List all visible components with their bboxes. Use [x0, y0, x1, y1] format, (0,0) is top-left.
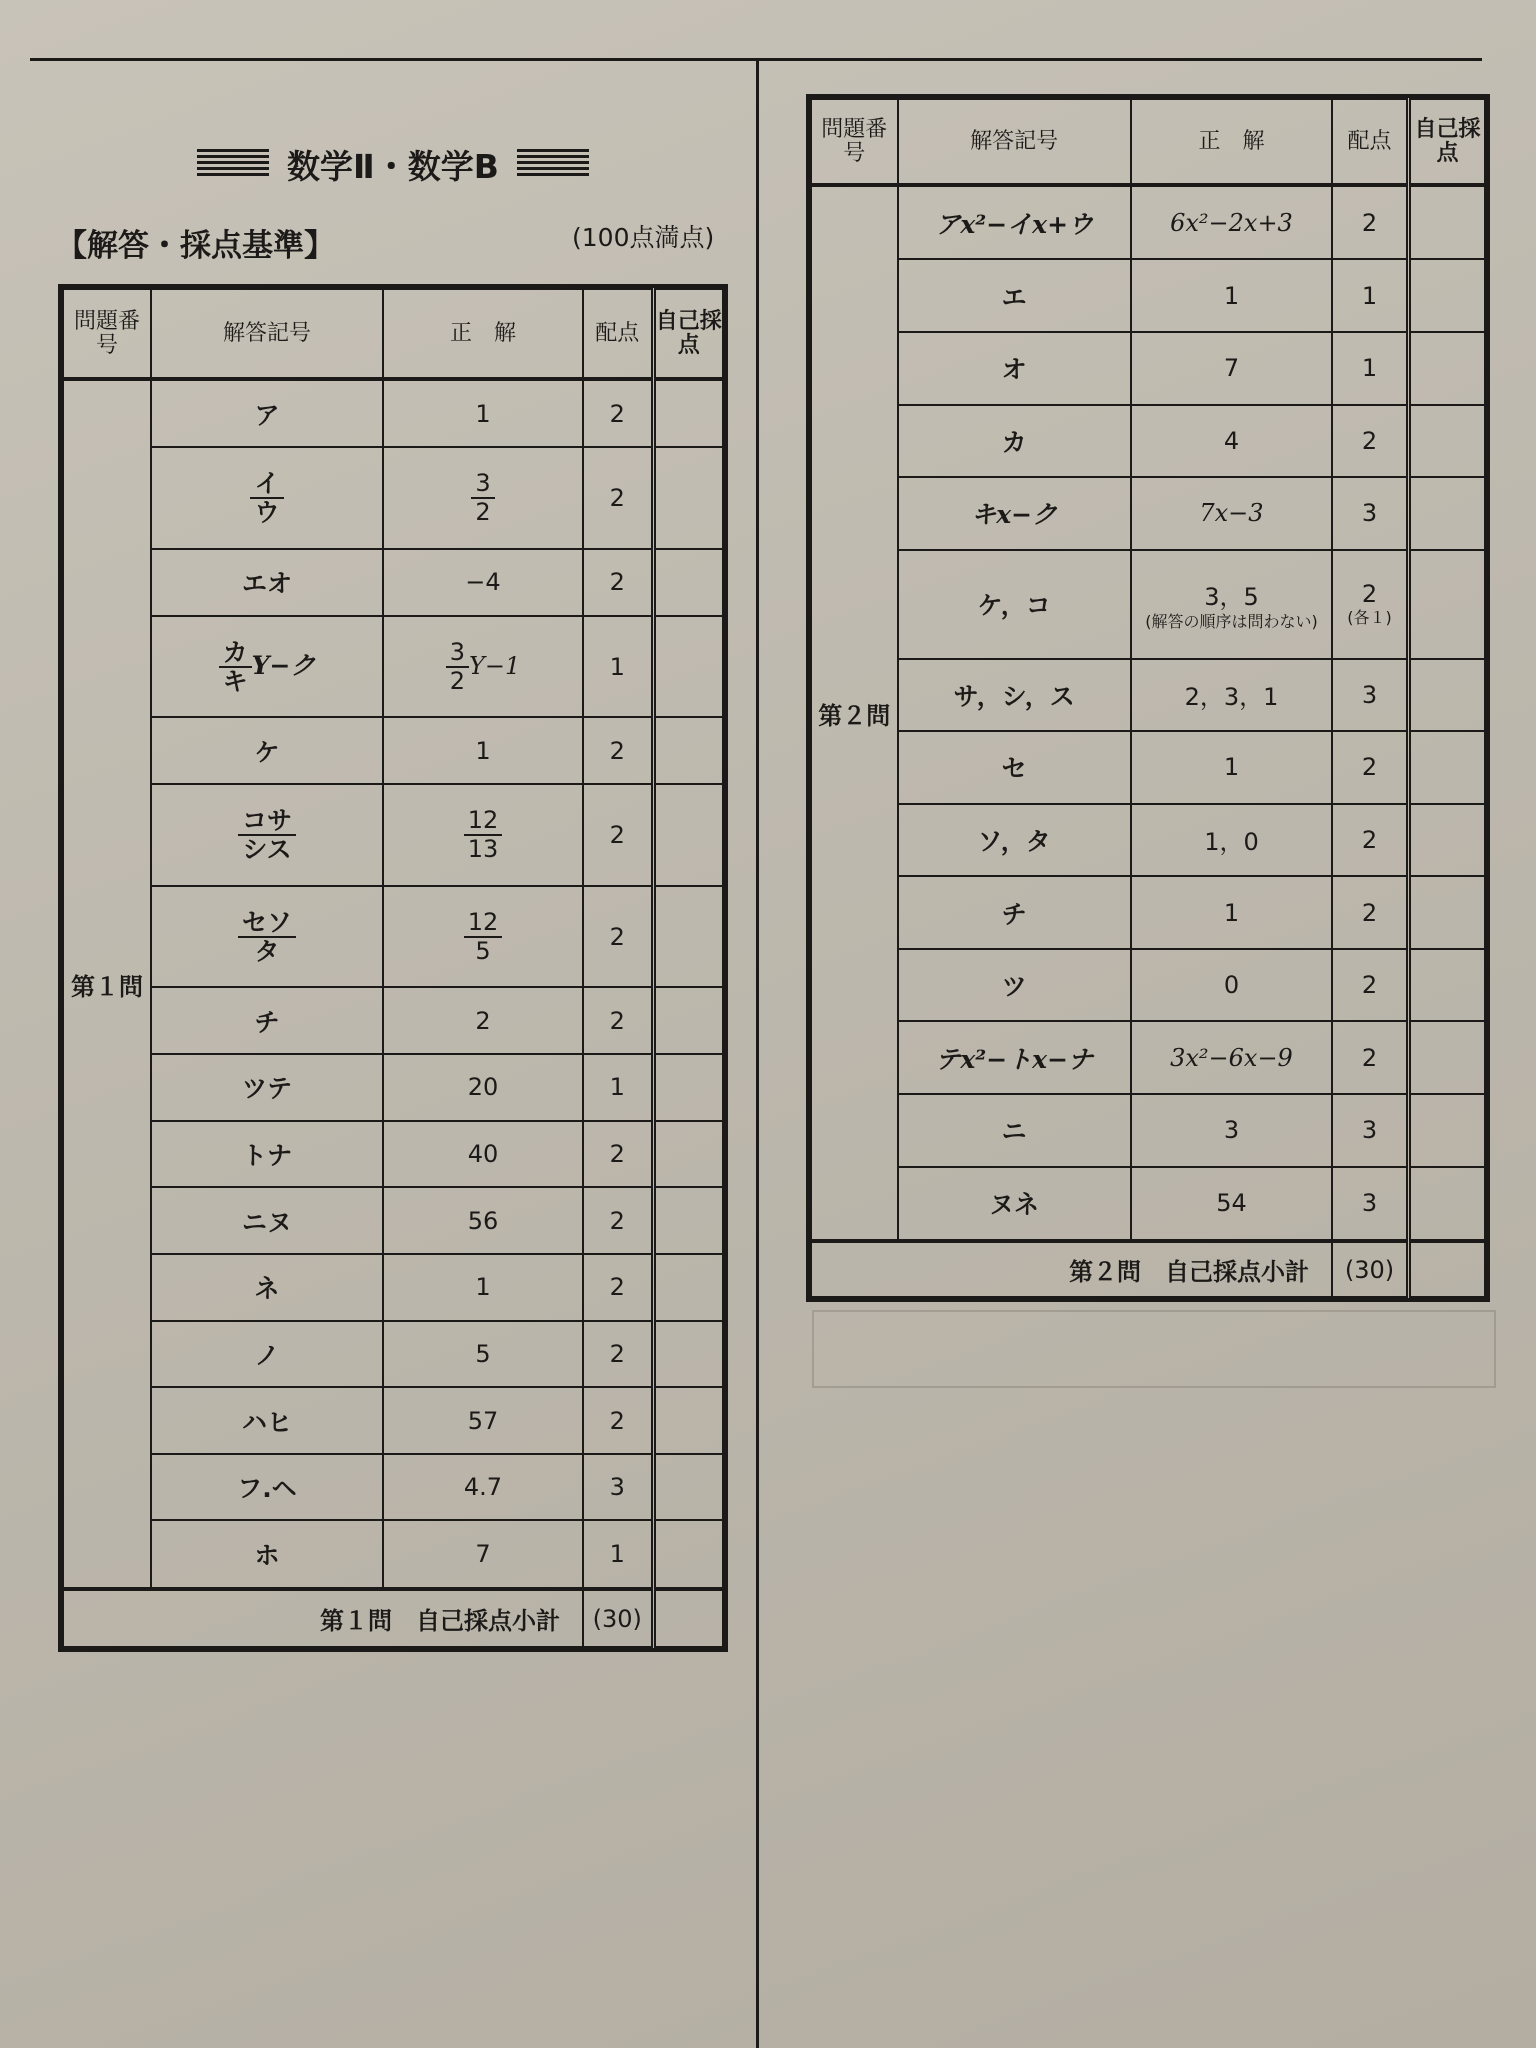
correct-answer: 7x−3	[1131, 477, 1332, 550]
correct-answer: 20	[383, 1054, 583, 1121]
table-row	[811, 1167, 1485, 1242]
points: 3	[1332, 659, 1408, 732]
self-score-cell[interactable]	[653, 1454, 723, 1521]
table-row	[811, 659, 1485, 732]
correct-answer: 1	[383, 717, 583, 784]
correct-answer: 1	[383, 379, 583, 447]
self-score-cell[interactable]	[1409, 477, 1485, 550]
q1-table	[62, 288, 724, 1648]
points: 3	[1332, 1094, 1408, 1167]
table-row	[63, 987, 723, 1054]
self-score-cell[interactable]	[653, 1321, 723, 1388]
correct-answer: 1	[1131, 731, 1332, 804]
q1-subtotal-label: 第１問 自己採点小計	[63, 1589, 583, 1647]
answer-code: キx−ク	[898, 477, 1131, 550]
points: 2	[583, 447, 653, 549]
answer-code: ケ，コ	[898, 550, 1131, 659]
answer-code: ハヒ	[151, 1387, 383, 1454]
answer-code: ツ	[898, 949, 1131, 1022]
q1-label: 第１問	[63, 379, 151, 1589]
table-row	[63, 379, 723, 447]
answer-note: (解答の順序は問わない)	[1145, 611, 1318, 631]
table-row	[63, 447, 723, 549]
answer-code: ネ	[151, 1254, 383, 1321]
correct-answer: $\frac{12}{13}$	[383, 784, 583, 886]
points: 1	[583, 1054, 653, 1121]
table-row	[811, 1094, 1485, 1167]
correct-answer: 1	[1131, 876, 1332, 949]
q2-subtotal-self-score[interactable]	[1409, 1241, 1485, 1297]
table-row	[63, 1454, 723, 1521]
points: 2	[583, 717, 653, 784]
self-score-cell[interactable]	[653, 1187, 723, 1254]
correct-answer: 40	[383, 1121, 583, 1188]
self-score-cell[interactable]	[1409, 1094, 1485, 1167]
points: 2	[1332, 405, 1408, 478]
self-score-cell[interactable]	[653, 549, 723, 616]
self-score-cell[interactable]	[653, 987, 723, 1054]
answer-code: エ	[898, 259, 1131, 332]
self-score-cell[interactable]	[653, 1121, 723, 1188]
subtitle: 【解答・採点基準】	[56, 228, 335, 264]
table-row	[63, 784, 723, 886]
points: 1	[1332, 259, 1408, 332]
correct-answer: 4	[1131, 405, 1332, 478]
title-stripes-right	[517, 149, 589, 179]
answer-code: エオ	[151, 549, 383, 616]
answer-code: フ.ヘ	[151, 1454, 383, 1521]
header-question-no: 問題番号	[811, 99, 898, 185]
table-row	[811, 949, 1485, 1022]
points: 2	[583, 379, 653, 447]
table-row	[811, 405, 1485, 478]
self-score-cell[interactable]	[653, 616, 723, 718]
self-score-cell[interactable]	[653, 379, 723, 447]
self-score-cell[interactable]	[1409, 876, 1485, 949]
points: 2	[583, 784, 653, 886]
self-score-cell[interactable]	[1409, 659, 1485, 732]
answer-code: セ	[898, 731, 1131, 804]
correct-answer: $\frac{3}{2}$	[383, 447, 583, 549]
answer-code: ケ	[151, 717, 383, 784]
self-score-cell[interactable]	[1409, 332, 1485, 405]
self-score-cell[interactable]	[1409, 185, 1485, 259]
q1-subtotal-self-score[interactable]	[653, 1589, 723, 1647]
table-row	[811, 550, 1485, 659]
table-row	[63, 1254, 723, 1321]
table-row	[63, 886, 723, 988]
correct-answer: 7	[1131, 332, 1332, 405]
table-row	[811, 185, 1485, 259]
q2-table	[810, 98, 1486, 1298]
answer-code: ツテ	[151, 1054, 383, 1121]
self-score-cell[interactable]	[653, 1254, 723, 1321]
table-row	[63, 549, 723, 616]
correct-answer: 1	[383, 1254, 583, 1321]
answer-code: ニヌ	[151, 1187, 383, 1254]
table-row	[811, 332, 1485, 405]
title-stripes-left	[197, 149, 269, 179]
header-self-score: 自己採点	[653, 289, 723, 379]
correct-answer: 56	[383, 1187, 583, 1254]
answer-code: カ	[898, 405, 1131, 478]
answer-code: ソ，タ	[898, 804, 1131, 877]
correct-answer: 1，0	[1131, 804, 1332, 877]
self-score-cell[interactable]	[653, 717, 723, 784]
correct-answer: 3x²−6x−9	[1131, 1021, 1332, 1094]
points: 2	[1332, 731, 1408, 804]
self-score-cell[interactable]	[653, 447, 723, 549]
title-text: 数学Ⅱ・数学B	[287, 146, 499, 186]
correct-answer: 57	[383, 1387, 583, 1454]
self-score-cell[interactable]	[653, 1387, 723, 1454]
table-row	[63, 1121, 723, 1188]
answer-code: チ	[151, 987, 383, 1054]
correct-answer: 7	[383, 1520, 583, 1589]
points: 3	[1332, 1167, 1408, 1242]
points: 3	[1332, 477, 1408, 550]
answer-code: $\frac{\text{セソ}}{\text{タ}}$	[151, 886, 383, 988]
header-self-score: 自己採点	[1409, 99, 1485, 185]
q2-subtotal-points: (30)	[1332, 1241, 1408, 1297]
self-score-cell[interactable]	[1409, 1021, 1485, 1094]
points: 2	[583, 886, 653, 988]
self-score-cell[interactable]	[653, 784, 723, 886]
answer-code: $\frac{\text{コサ}}{\text{シス}}$	[151, 784, 383, 886]
self-score-cell[interactable]	[1409, 731, 1485, 804]
correct-answer: 3	[1131, 1094, 1332, 1167]
points: 1	[583, 1520, 653, 1589]
points: 2	[1332, 949, 1408, 1022]
table-row	[811, 259, 1485, 332]
correct-answer: 2，3，1	[1131, 659, 1332, 732]
column-divider	[756, 58, 759, 2048]
table-row	[63, 1387, 723, 1454]
faded-bleedthrough-box	[812, 1310, 1496, 1388]
points: 2 (各１)	[1332, 550, 1408, 659]
header-correct: 正 解	[383, 289, 583, 379]
correct-answer: $\frac{12}{5}$	[383, 886, 583, 988]
answer-code: ホ	[151, 1520, 383, 1589]
table-row	[63, 1321, 723, 1388]
table-row	[63, 1187, 723, 1254]
table-row	[63, 717, 723, 784]
table-row	[811, 477, 1485, 550]
self-score-cell[interactable]	[1409, 550, 1485, 659]
answer-code: ノ	[151, 1321, 383, 1388]
correct-answer: $\frac{3}{2}$ Y−1	[383, 616, 583, 718]
q1-subtotal-points: (30)	[583, 1589, 653, 1647]
table-row	[811, 731, 1485, 804]
header-correct: 正 解	[1131, 99, 1332, 185]
points-note: (各１)	[1347, 608, 1392, 628]
q2-label: 第２問	[811, 185, 898, 1241]
full-score-note: (100点満点)	[572, 223, 715, 252]
points: 2	[583, 1321, 653, 1388]
points: 2	[583, 1121, 653, 1188]
header-points: 配点	[1332, 99, 1408, 185]
q1-subtotal-row	[63, 1589, 723, 1647]
answer-code: $\frac{\text{カ}}{\text{キ}}$ Y−ク	[151, 616, 383, 718]
self-score-cell[interactable]	[1409, 804, 1485, 877]
answer-code: トナ	[151, 1121, 383, 1188]
table-row	[63, 1520, 723, 1589]
table-row	[811, 804, 1485, 877]
correct-answer: 54	[1131, 1167, 1332, 1242]
header-question-no: 問題番号	[63, 289, 151, 379]
points: 3	[583, 1454, 653, 1521]
correct-answer: 4.7	[383, 1454, 583, 1521]
q2-subtotal-label: 第２問 自己採点小計	[811, 1241, 1332, 1297]
header-answer-code: 解答記号	[898, 99, 1131, 185]
self-score-cell[interactable]	[653, 886, 723, 988]
correct-answer: 6x²−2x+3	[1131, 185, 1332, 259]
q2-subtotal-row	[811, 1241, 1485, 1297]
correct-answer: 3，5 (解答の順序は問わない)	[1131, 550, 1332, 659]
answer-code: サ，シ，ス	[898, 659, 1131, 732]
points: 1	[583, 616, 653, 718]
answer-code: ニ	[898, 1094, 1131, 1167]
points: 2	[583, 1387, 653, 1454]
points: 2	[583, 1254, 653, 1321]
points: 2	[583, 1187, 653, 1254]
answer-code: チ	[898, 876, 1131, 949]
correct-answer: 2	[383, 987, 583, 1054]
points: 2	[1332, 804, 1408, 877]
self-score-cell[interactable]	[1409, 259, 1485, 332]
header-answer-code: 解答記号	[151, 289, 383, 379]
answer-code: ヌネ	[898, 1167, 1131, 1242]
self-score-cell[interactable]	[653, 1054, 723, 1121]
correct-answer: 1	[1131, 259, 1332, 332]
self-score-cell[interactable]	[1409, 405, 1485, 478]
answer-code: オ	[898, 332, 1131, 405]
correct-answer: 0	[1131, 949, 1332, 1022]
answer-code: アx²−イx+ウ	[898, 185, 1131, 259]
exam-title	[168, 138, 618, 190]
answer-code: $\frac{\text{イ}}{\text{ウ}}$	[151, 447, 383, 549]
table-row	[811, 1021, 1485, 1094]
points: 2	[1332, 876, 1408, 949]
points: 1	[1332, 332, 1408, 405]
correct-answer: −4	[383, 549, 583, 616]
self-score-cell[interactable]	[1409, 1167, 1485, 1242]
table-row	[63, 1054, 723, 1121]
points: 2	[1332, 1021, 1408, 1094]
self-score-cell[interactable]	[1409, 949, 1485, 1022]
header-points: 配点	[583, 289, 653, 379]
table-row	[811, 876, 1485, 949]
answer-code: ア	[151, 379, 383, 447]
answer-code: テx²−トx−ナ	[898, 1021, 1131, 1094]
table-row	[63, 616, 723, 718]
points: 2	[583, 987, 653, 1054]
self-score-cell[interactable]	[653, 1520, 723, 1589]
points: 2	[583, 549, 653, 616]
correct-answer: 5	[383, 1321, 583, 1388]
points: 2	[1332, 185, 1408, 259]
